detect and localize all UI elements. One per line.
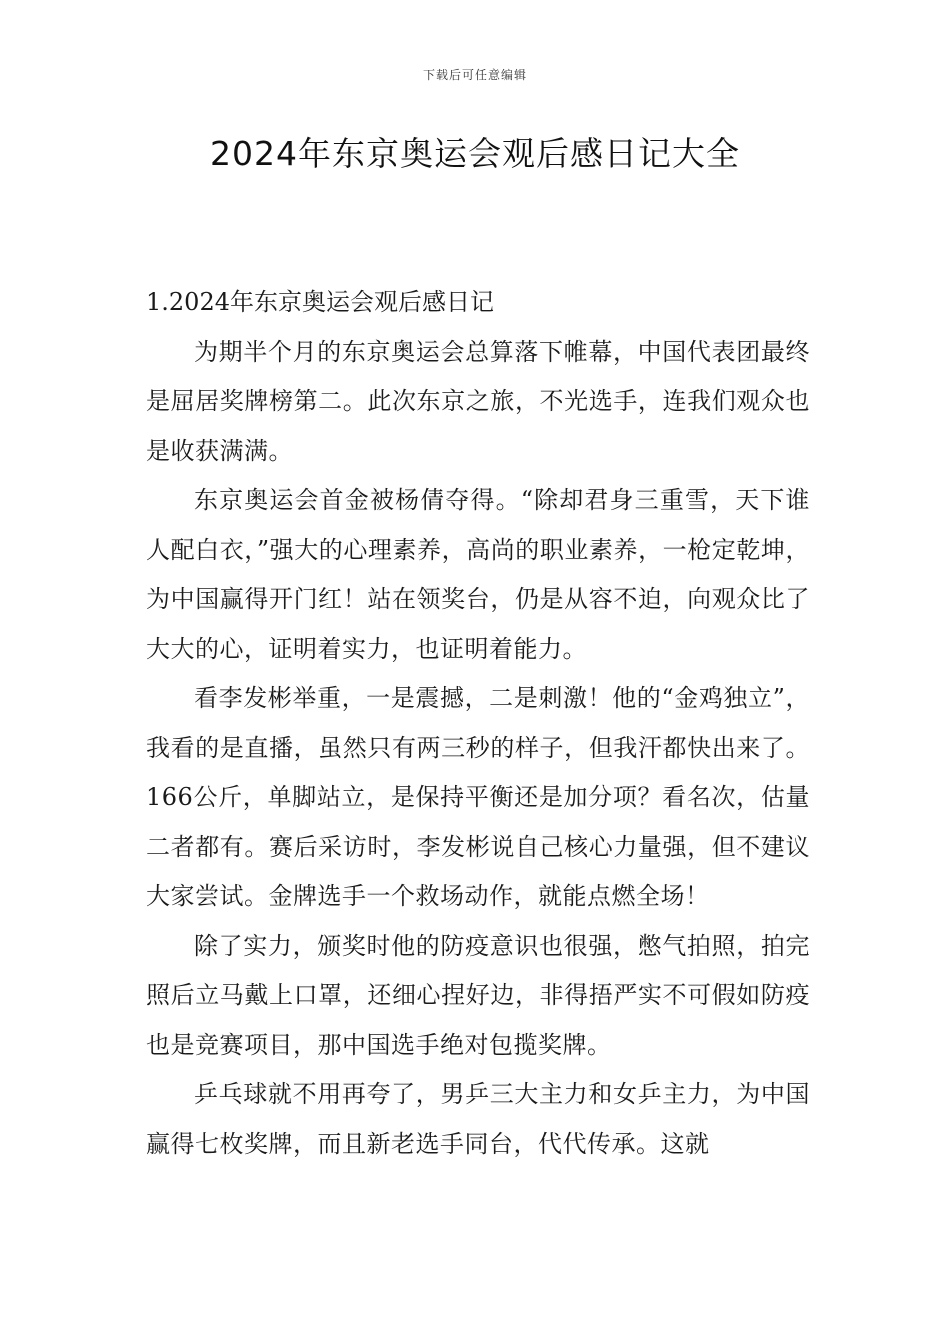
header-note: 下载后可任意编辑 [422, 68, 527, 82]
paragraph: 看李发彬举重，一是震撼，二是刺激！他的“金鸡独立”，我看的是直播，虽然只有两三秒的样子，但我汗都快出来了。166公斤，单脚站立，是保持平衡还是加分项？看名次，估量二者都有。赛后采访时，李发彬说自己核心力量强，但不建议大家尝试。金牌选手一个救场动作，就能点燃全场！ [146, 684, 810, 910]
section-heading: 1.2024年东京奥运会观后感日记 [146, 288, 494, 316]
document-title: 2024年东京奥运会观后感日记大全 [210, 134, 740, 173]
paragraph: 为期半个月的东京奥运会总算落下帷幕，中国代表团最终是屈居奖牌榜第二。此次东京之旅，不光选手，连我们观众也是收获满满。 [146, 337, 810, 465]
paragraph: 乒乓球就不用再夸了，男乒三大主力和女乒主力，为中国赢得七枚奖牌，而且新老选手同台，代代传承。这就 [146, 1080, 810, 1158]
paragraph: 除了实力，颁奖时他的防疫意识也很强，憋气拍照，拍完照后立马戴上口罩，还细心捏好边，非得捂严实不可假如防疫也是竞赛项目，那中国选手绝对包揽奖牌。 [146, 931, 810, 1059]
paragraph: 东京奥运会首金被杨倩夺得。“除却君身三重雪，天下谁人配白衣，”强大的心理素养，高尚的职业素养，一枪定乾坤，为中国赢得开门红！站在领奖台，仍是从容不迫，向观众比了大大的心，证明着实力，也证明着能力。 [146, 486, 810, 663]
document-body [146, 278, 810, 1169]
